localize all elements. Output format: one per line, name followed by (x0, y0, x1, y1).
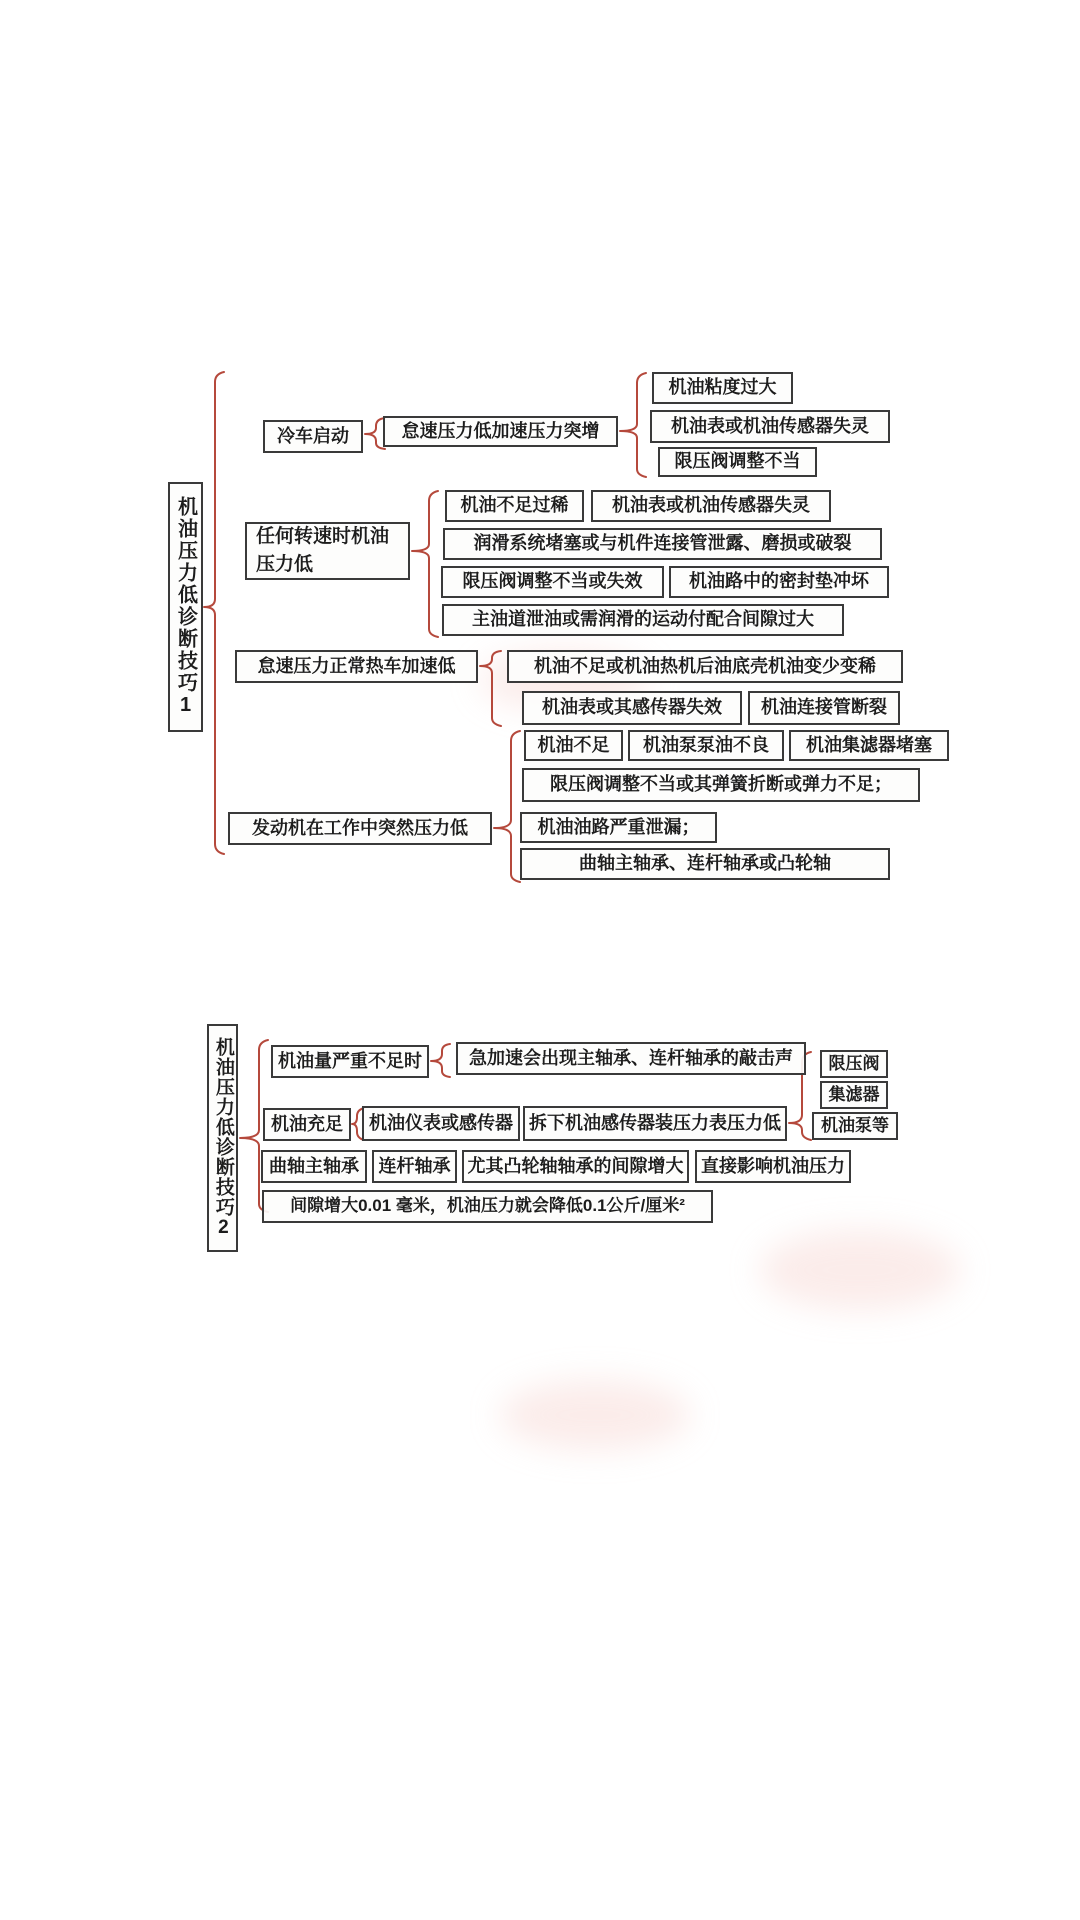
result-oil-pump-etc: 机油泵等 (812, 1112, 898, 1140)
root-title-2: 机油压力低诊断技巧2 (207, 1024, 238, 1252)
result-oil-strainer: 集滤器 (820, 1081, 888, 1109)
leaf-oil-pipe-broken: 机油连接管断裂 (748, 691, 900, 725)
leaf-oil-circuit-severe-leak: 机油油路严重泄漏； (520, 812, 717, 843)
leaf-valve-spring-broken-or-weak: 限压阀调整不当或其弹簧折断或弹力不足； (522, 768, 920, 802)
item-conrod-bearing: 连杆轴承 (372, 1150, 457, 1183)
result-pressure-valve: 限压阀 (820, 1050, 888, 1078)
watermark-smudge (500, 1380, 690, 1450)
brace-branch1-node (365, 418, 385, 449)
leaf-oil-pump-poor-delivery: 机油泵泵油不良 (628, 730, 784, 761)
leaf-pressure-valve-misadjusted-or-failed: 限压阀调整不当或失效 (441, 566, 664, 598)
node-oil-gauge-or-sensor: 机油仪表或感传器 (362, 1106, 520, 1141)
node-idle-low-accel-surge: 怠速压力低加速压力突增 (383, 416, 618, 447)
leaf-oil-gauge-or-sensor-failure: 机油表或机油传感器失灵 (650, 410, 890, 443)
leaf-bearing-knock-on-accel: 急加速会出现主轴承、连杆轴承的敲击声 (456, 1042, 806, 1075)
leaf-oil-insufficient-or-thin: 机油不足过稀 (445, 490, 584, 522)
brace-root-1 (204, 372, 224, 854)
watermark-smudge (760, 1230, 960, 1310)
node-cold-start: 冷车启动 (263, 420, 363, 453)
root-title-1: 机油压力低诊断技巧1 (168, 482, 203, 732)
node-sudden-pressure-drop: 发动机在工作中突然压力低 (228, 812, 492, 845)
leaf-main-gallery-leak-or-clearance-too-big: 主油道泄油或需润滑的运动付配合间隙过大 (442, 604, 844, 636)
item-directly-affects-oil-pressure: 直接影响机油压力 (695, 1150, 851, 1183)
leaf-bearings-or-camshaft: 曲轴主轴承、连杆轴承或凸轮轴 (520, 848, 890, 880)
item-camshaft-bearing-clearance-grows: 尤其凸轮轴轴承的间隙增大 (462, 1150, 689, 1183)
leaf-pressure-valve-misadjusted: 限压阀调整不当 (658, 447, 817, 477)
leaf-oil-circuit-gasket-damaged: 机油路中的密封垫冲坏 (669, 566, 889, 598)
leaf-oil-gauge-or-sensor-failure-2: 机油表或机油传感器失灵 (591, 490, 831, 522)
node-oil-sufficient: 机油充足 (263, 1108, 351, 1141)
brace-branch2-leaves (412, 491, 438, 637)
brace-map2-branch1 (431, 1044, 450, 1077)
leaf-oil-gauge-sensor-failed: 机油表或其感传器失效 (522, 691, 742, 725)
leaf-lubrication-system-blocked-or-pipes-damaged: 润滑系统堵塞或与机件连接管泄露、磨损或破裂 (443, 528, 882, 560)
leaf-oil-low-or-thin-after-warm: 机油不足或机油热机后油底壳机油变少变稀 (507, 650, 903, 683)
node-oil-severely-low: 机油量严重不足时 (271, 1045, 429, 1078)
item-crank-main-bearing: 曲轴主轴承 (261, 1150, 367, 1183)
leaf-oil-strainer-blocked: 机油集滤器堵塞 (789, 730, 949, 761)
leaf-test-gauge-pressure-low: 拆下机油感传器装压力表压力低 (523, 1106, 787, 1141)
node-idle-normal-hot-accel-low: 怠速压力正常热车加速低 (235, 650, 478, 683)
node-low-pressure-any-rpm: 任何转速时机油压力低 (245, 522, 410, 580)
brace-branch1-leaves (620, 373, 646, 477)
leaf-oil-viscosity-too-high: 机油粘度过大 (652, 372, 793, 404)
note-clearance-pressure-relation: 间隙增大0.01 毫米，机油压力就会降低0.1公斤/厘米² (262, 1190, 713, 1223)
brace-branch4-leaves (494, 731, 520, 882)
leaf-oil-insufficient: 机油不足 (524, 730, 623, 761)
